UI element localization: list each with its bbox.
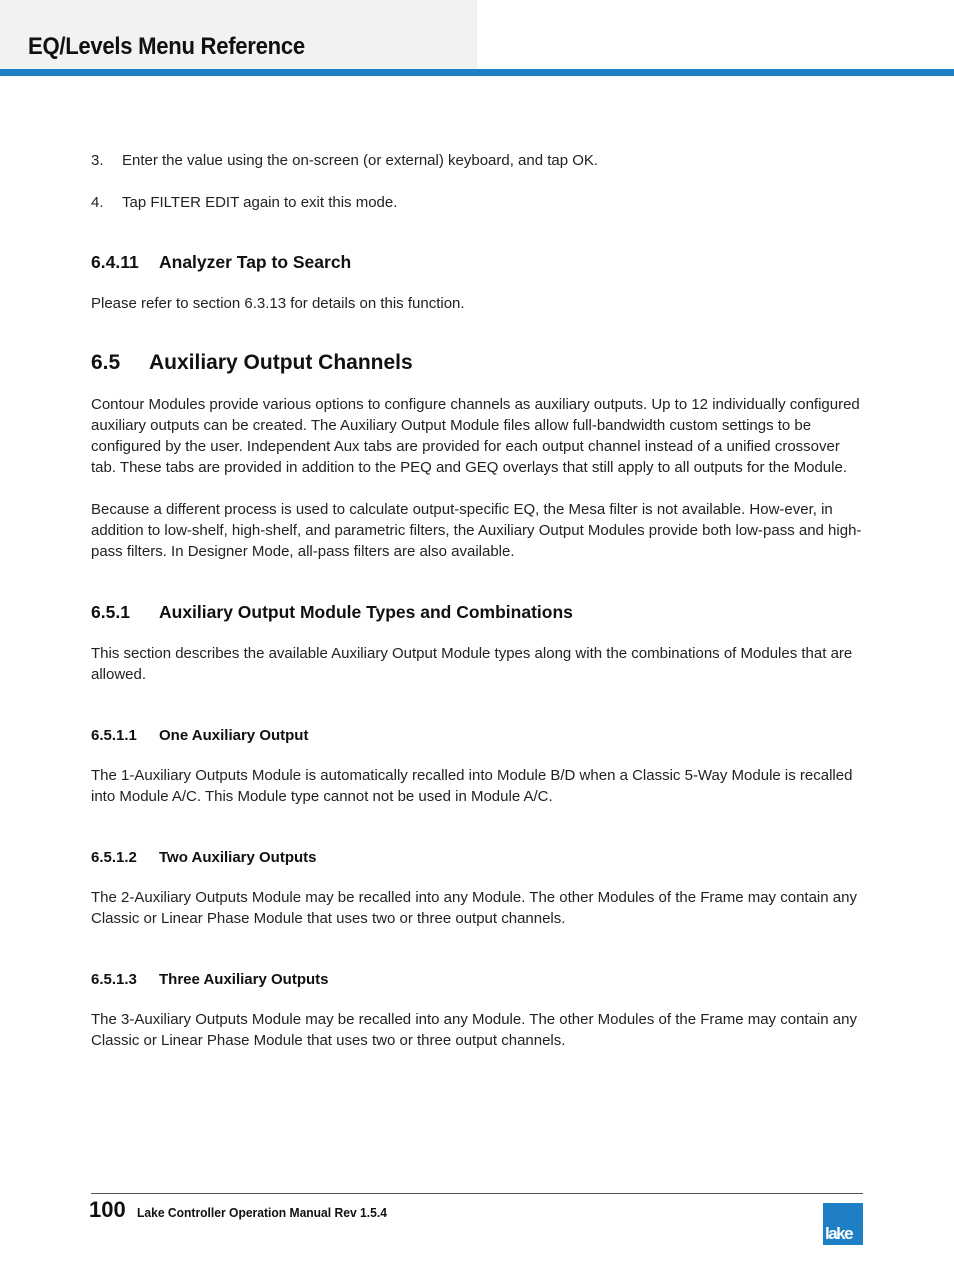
page-header-title: EQ/Levels Menu Reference [28, 33, 305, 60]
section-title: Two Auxiliary Outputs [159, 849, 317, 866]
logo-wordmark: lake [825, 1224, 853, 1243]
section-title: One Auxiliary Output [159, 727, 309, 744]
section-heading-6-5 [91, 351, 866, 375]
footer-rule [91, 1193, 863, 1194]
page-number: 100 [89, 1197, 126, 1222]
section-number: 6.5.1.2 [91, 849, 137, 866]
section-title: Auxiliary Output Module Types and Combinations [159, 602, 573, 622]
list-item [91, 150, 866, 171]
section-number: 6.5.1.3 [91, 971, 137, 988]
paragraph: The 1-Auxiliary Outputs Module is automatically recalled into Module B/D when a Classic 5-Way Module is recalled into Module A/C. This Module type cannot not be used in Module A/C. [91, 767, 853, 805]
header-rule [0, 69, 954, 76]
section-title: Auxiliary Output Channels [149, 351, 413, 374]
step-text: Tap FILTER EDIT again to exit this mode. [122, 194, 398, 211]
lake-logo [823, 1203, 863, 1245]
paragraph: The 2-Auxiliary Outputs Module may be recalled into any Module. The other Modules of the Frame may contain any Classic or Linear Phase Module that uses two or three output channels. [91, 889, 857, 927]
step-number: 3. [91, 152, 104, 169]
step-number: 4. [91, 194, 104, 211]
section-title: Three Auxiliary Outputs [159, 971, 329, 988]
paragraph: The 3-Auxiliary Outputs Module may be recalled into any Module. The other Modules of the Frame may contain any Classic or Linear Phase Module that uses two or three output channels. [91, 1011, 857, 1049]
section-number: 6.5.1 [91, 602, 130, 622]
paragraph: Please refer to section 6.3.13 for details on this function. [91, 295, 465, 312]
list-item [91, 192, 866, 213]
section-heading-6-5-1-2 [91, 849, 866, 866]
section-number: 6.5.1.1 [91, 727, 137, 744]
step-text: Enter the value using the on-screen (or external) keyboard, and tap OK. [122, 152, 599, 169]
section-heading-6-5-1-3 [91, 971, 866, 988]
section-heading-6-4-11 [91, 252, 866, 273]
section-heading-6-5-1-1 [91, 727, 866, 744]
section-number: 6.4.11 [91, 252, 139, 272]
footer-manual-title: Lake Controller Operation Manual Rev 1.5.4 [137, 1205, 387, 1220]
paragraph: Because a different process is used to calculate output-specific EQ, the Mesa filter is not available. How-ever, in addition to low-shelf, high-shelf, and parametric filters, the Auxiliary Output Modules provide both low-pass and high-pass filters. In Designer Mode, all-pass filters are also available. [91, 501, 862, 560]
paragraph: Contour Modules provide various options to configure channels as auxiliary outputs. Up to 12 individually configured auxiliary outputs can be created. The Auxiliary Output Module files allow full-bandwidth custom settings to be configured by the user. Independent Aux tabs are provided for each output channel instead of a unified crossover tab. These tabs are provided in addition to the PEQ and GEQ overlays that still apply to all outputs for the Module. [91, 396, 860, 476]
section-title: Analyzer Tap to Search [159, 252, 352, 272]
paragraph: This section describes the available Auxiliary Output Module types along with the combinations of Modules that are allowed. [91, 645, 853, 683]
section-heading-6-5-1 [91, 602, 866, 623]
page-content [91, 150, 866, 1051]
section-number: 6.5 [91, 351, 121, 374]
